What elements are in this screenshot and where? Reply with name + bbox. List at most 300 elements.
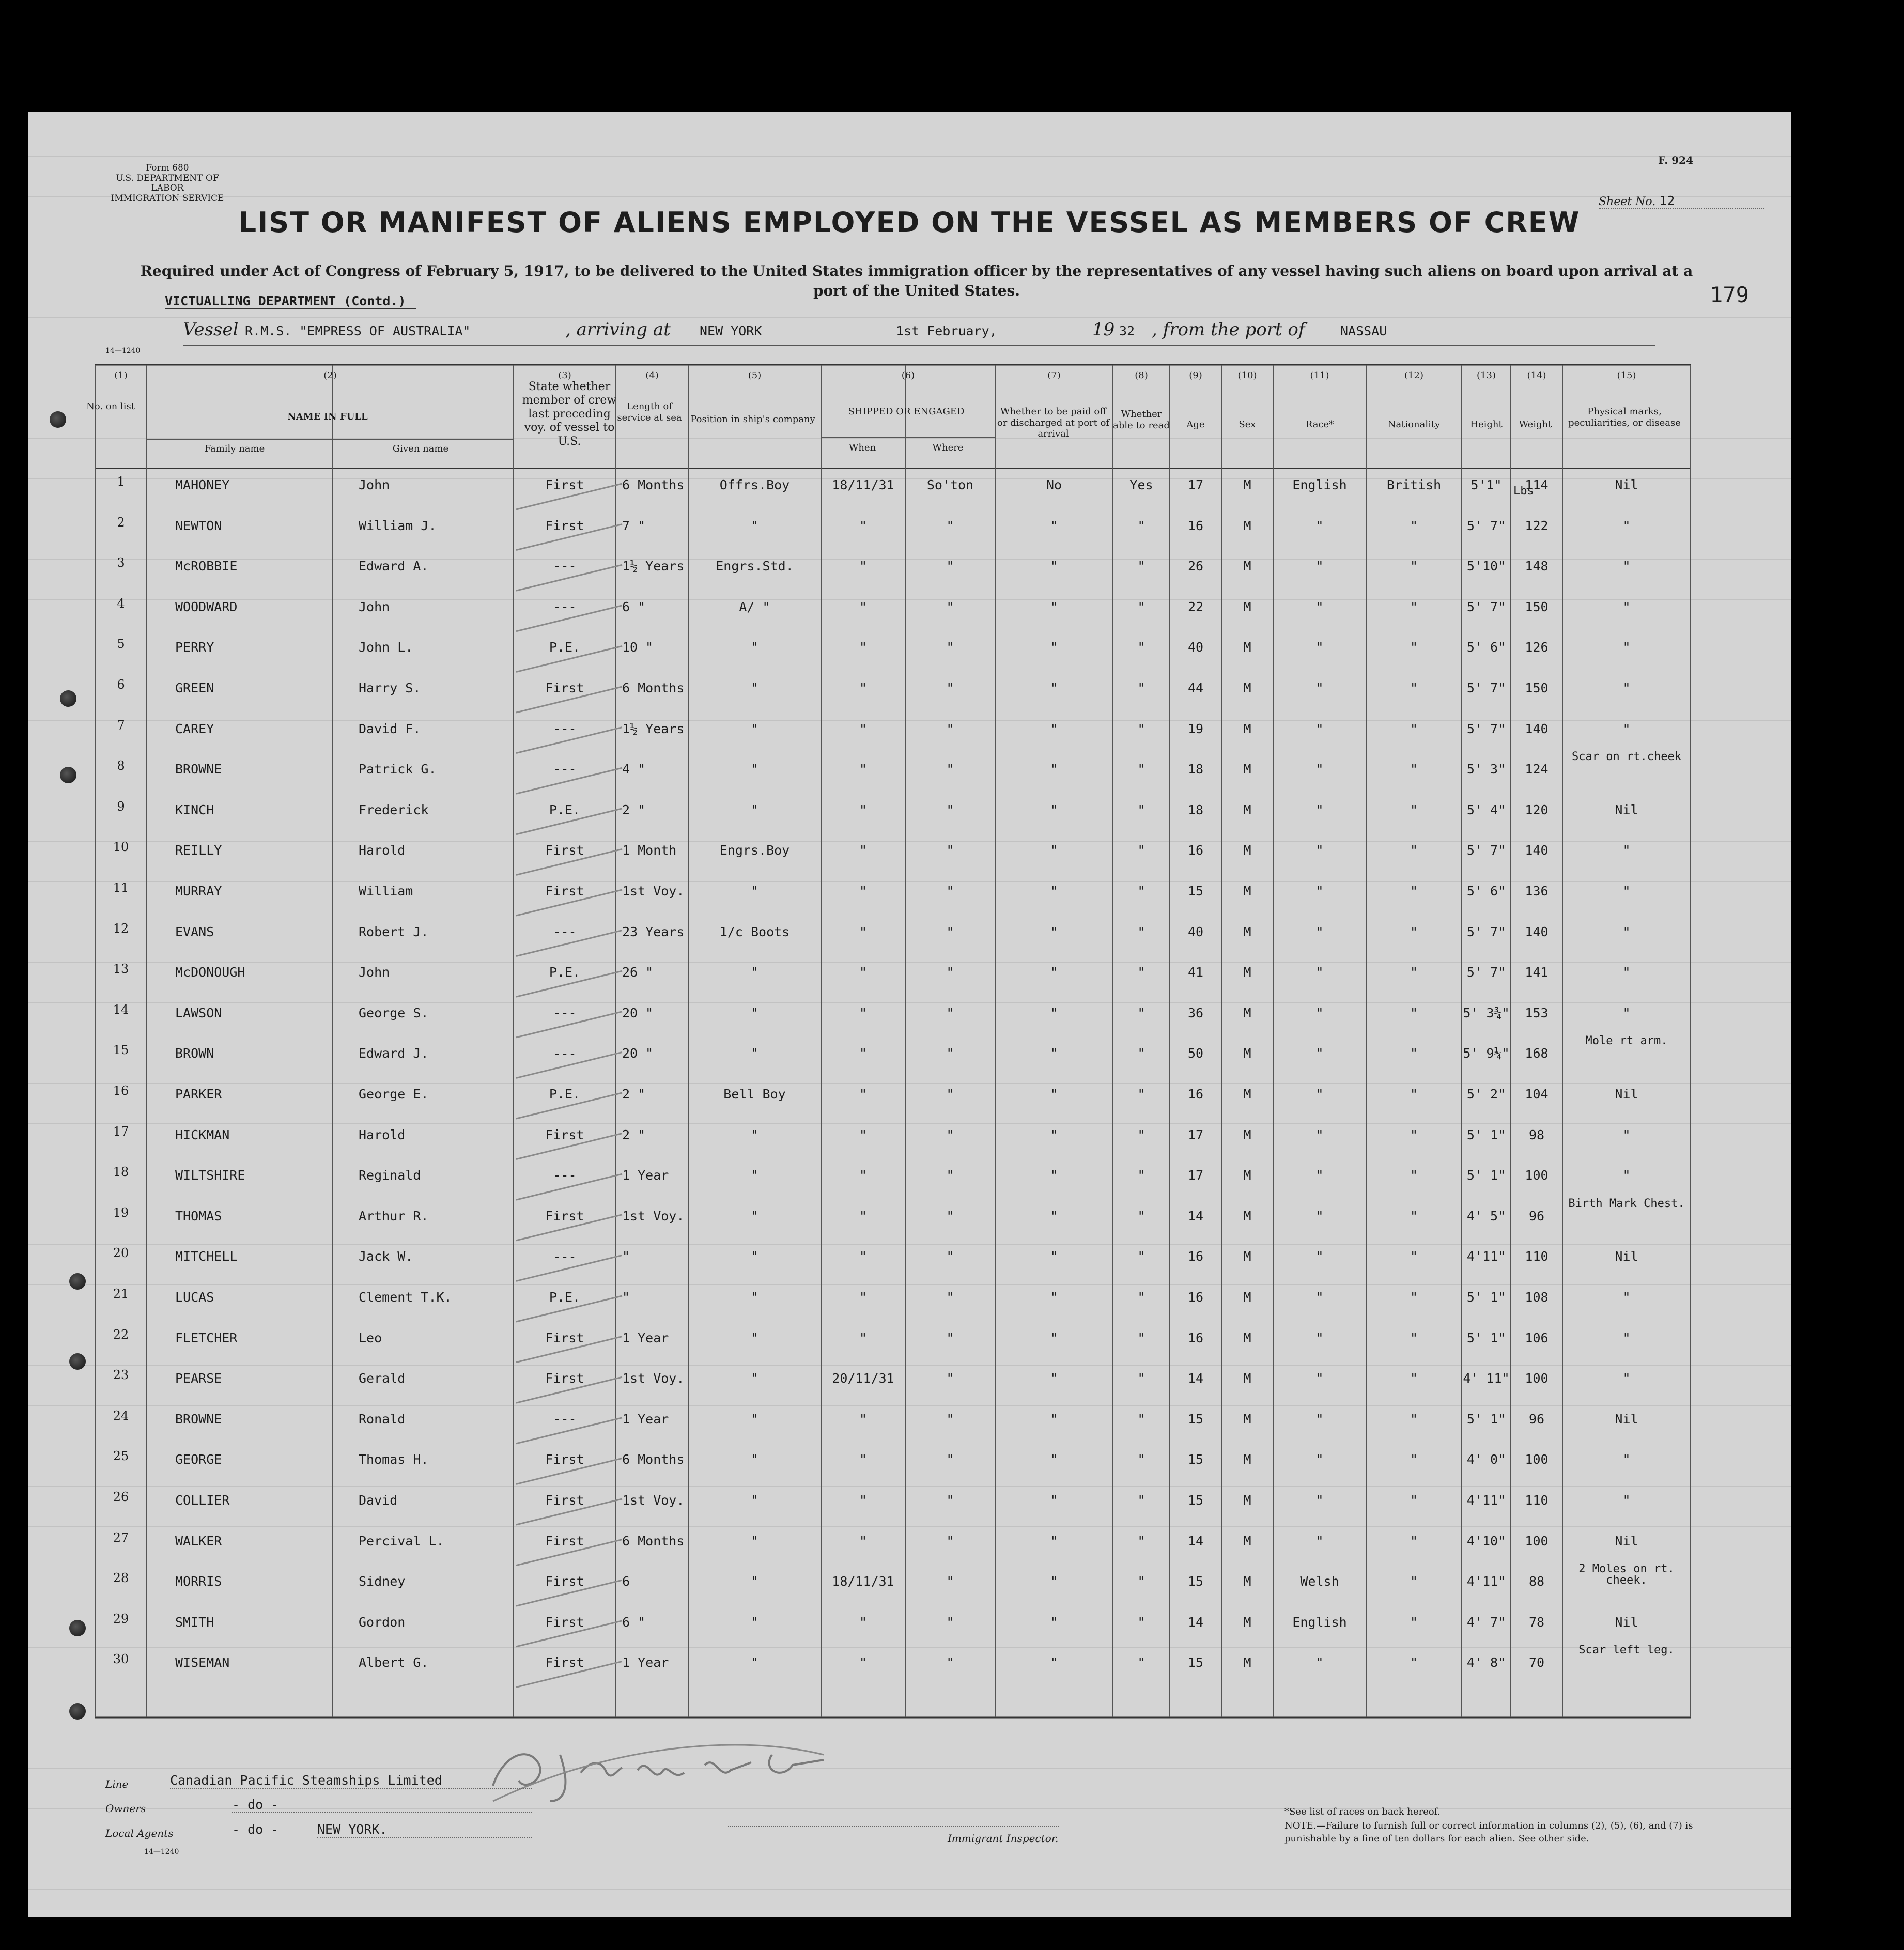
- vessel-name: R.M.S. "EMPRESS OF AUSTRALIA": [245, 323, 471, 338]
- age: 17: [1187, 1168, 1204, 1183]
- column-number: (2): [323, 370, 337, 381]
- nationality: ": [1410, 1290, 1418, 1305]
- shipped-when: ": [859, 680, 868, 695]
- nationality: ": [1410, 721, 1418, 736]
- shipped-when: 20/11/31: [832, 1371, 894, 1386]
- physical-marks: ": [1622, 559, 1631, 574]
- family-name: THOMAS: [175, 1208, 222, 1224]
- row-number: 8: [117, 759, 125, 773]
- shipped-where: ": [946, 1655, 954, 1670]
- column-number: (11): [1310, 370, 1329, 381]
- height: 4' 8": [1466, 1655, 1506, 1670]
- length-of-service: ": [622, 1290, 630, 1305]
- shipped-where: ": [946, 559, 954, 574]
- from-port: NASSAU: [1340, 323, 1387, 338]
- race: ": [1315, 1452, 1324, 1467]
- row-number: 27: [113, 1530, 129, 1545]
- able-to-read: ": [1137, 762, 1146, 777]
- arriving-label: , arriving at: [565, 319, 671, 340]
- shipped-when: ": [859, 1208, 868, 1224]
- row-number: 25: [113, 1449, 129, 1464]
- weight: 114: [1525, 477, 1549, 492]
- age: 14: [1187, 1614, 1204, 1630]
- able-to-read: ": [1137, 802, 1146, 817]
- physical-marks: 2 Moles on rt. cheek.: [1578, 1562, 1675, 1587]
- paid-off: ": [1050, 1087, 1058, 1102]
- column-number: (13): [1477, 370, 1496, 381]
- family-name: NEWTON: [175, 518, 222, 533]
- family-name: WILTSHIRE: [175, 1168, 245, 1183]
- physical-marks: Nil: [1615, 1087, 1638, 1102]
- nationality: ": [1410, 1087, 1418, 1102]
- shipped-where: ": [946, 1046, 954, 1061]
- race: Welsh: [1300, 1574, 1339, 1589]
- able-to-read: ": [1137, 1452, 1146, 1467]
- length-of-service: 1½ Years: [622, 559, 685, 574]
- race: ": [1315, 599, 1324, 614]
- nationality: ": [1410, 1208, 1418, 1224]
- sex: M: [1243, 1208, 1251, 1224]
- given-name: George E.: [359, 1087, 429, 1102]
- column-number: (10): [1237, 370, 1257, 381]
- paid-off: ": [1050, 1533, 1058, 1549]
- race: English: [1292, 1614, 1347, 1630]
- header-height: Height: [1470, 419, 1503, 430]
- header-shipped: SHIPPED OR ENGAGED: [848, 406, 965, 417]
- row-number: 11: [113, 880, 129, 895]
- binder-hole: [60, 767, 76, 783]
- row-number: 21: [113, 1287, 129, 1301]
- position: ": [750, 1005, 759, 1020]
- from-label: , from the port of: [1152, 319, 1305, 340]
- given-name: John: [359, 965, 390, 980]
- height: 5' 1": [1466, 1168, 1506, 1183]
- previous-voyage: First: [545, 1127, 584, 1142]
- weight: 120: [1525, 802, 1549, 817]
- able-to-read: ": [1137, 924, 1146, 939]
- shipped-where: ": [946, 884, 954, 899]
- age: 41: [1187, 965, 1204, 980]
- length-of-service: 1 Year: [622, 1330, 669, 1345]
- race: ": [1315, 1087, 1324, 1102]
- race: ": [1315, 559, 1324, 574]
- length-of-service: 6 ": [622, 1614, 646, 1630]
- given-name: Frederick: [359, 802, 429, 817]
- paid-off: ": [1050, 1168, 1058, 1183]
- race: ": [1315, 884, 1324, 899]
- paid-off: ": [1050, 884, 1058, 899]
- height: 5' 7": [1466, 843, 1506, 858]
- previous-voyage: ---: [553, 1168, 577, 1183]
- family-name: MURRAY: [175, 884, 222, 899]
- shipped-where: ": [946, 640, 954, 655]
- length-of-service: 6 Months: [622, 1533, 685, 1549]
- length-of-service: 20 ": [622, 1046, 654, 1061]
- column-number: (15): [1617, 370, 1636, 381]
- footer-agents-value: - do -: [232, 1822, 279, 1837]
- shipped-where: ": [946, 1614, 954, 1630]
- position: ": [750, 1290, 759, 1305]
- binder-hole: [69, 1703, 86, 1720]
- height: 5' 7": [1466, 924, 1506, 939]
- previous-voyage: First: [545, 1330, 584, 1345]
- sex: M: [1243, 1371, 1251, 1386]
- position: Bell Boy: [723, 1087, 786, 1102]
- sex: M: [1243, 1005, 1251, 1020]
- able-to-read: ": [1137, 1574, 1146, 1589]
- shipped-when: ": [859, 1249, 868, 1264]
- physical-marks: ": [1622, 721, 1631, 736]
- weight: 88: [1528, 1574, 1545, 1589]
- age: 14: [1187, 1533, 1204, 1549]
- shipped-when: ": [859, 1655, 868, 1670]
- weight: 148: [1525, 559, 1549, 574]
- sex: M: [1243, 1411, 1251, 1427]
- race: ": [1315, 1533, 1324, 1549]
- nationality: ": [1410, 843, 1418, 858]
- weight: 124: [1525, 762, 1549, 777]
- position: 1/c Boots: [719, 924, 790, 939]
- given-name: Clement T.K.: [359, 1290, 452, 1305]
- length-of-service: 26 ": [622, 965, 654, 980]
- given-name: Harold: [359, 843, 406, 858]
- age: 18: [1187, 802, 1204, 817]
- header-sex: Sex: [1239, 419, 1256, 430]
- physical-marks: ": [1622, 518, 1631, 533]
- age: 19: [1187, 721, 1204, 736]
- family-name: LUCAS: [175, 1290, 214, 1305]
- age: 44: [1187, 680, 1204, 695]
- paid-off: ": [1050, 1046, 1058, 1061]
- physical-marks: Nil: [1615, 802, 1638, 817]
- position: ": [750, 1614, 759, 1630]
- shipped-when: ": [859, 1533, 868, 1549]
- physical-marks: Scar left leg.: [1578, 1644, 1675, 1657]
- position: ": [750, 1574, 759, 1589]
- length-of-service: 2 ": [622, 802, 646, 817]
- shipped-where: ": [946, 680, 954, 695]
- physical-marks: ": [1622, 1493, 1631, 1508]
- sex: M: [1243, 762, 1251, 777]
- nationality: ": [1410, 1411, 1418, 1427]
- race: ": [1315, 640, 1324, 655]
- shipped-where: ": [946, 802, 954, 817]
- family-name: SMITH: [175, 1614, 214, 1630]
- form-number: Form 680: [146, 163, 189, 173]
- age: 18: [1187, 762, 1204, 777]
- binder-hole: [69, 1620, 86, 1636]
- form-f-number: F. 924: [1658, 154, 1693, 166]
- shipped-where: ": [946, 1249, 954, 1264]
- nationality: ": [1410, 965, 1418, 980]
- age: 50: [1187, 1046, 1204, 1061]
- race: ": [1315, 1290, 1324, 1305]
- height: 4' 0": [1466, 1452, 1506, 1467]
- position: ": [750, 1655, 759, 1670]
- binder-hole: [69, 1273, 86, 1290]
- column-number: (12): [1404, 370, 1423, 381]
- given-name: Arthur R.: [359, 1208, 429, 1224]
- age: 36: [1187, 1005, 1204, 1020]
- inspector-label: Immigrant Inspector.: [948, 1832, 1059, 1845]
- previous-voyage: P.E.: [549, 965, 581, 980]
- inspector-line: [728, 1826, 1059, 1827]
- previous-voyage: First: [545, 1493, 584, 1508]
- sex: M: [1243, 884, 1251, 899]
- sex: M: [1243, 1168, 1251, 1183]
- nationality: British: [1386, 477, 1442, 492]
- paid-off: ": [1050, 1290, 1058, 1305]
- shipped-where: ": [946, 1371, 954, 1386]
- weight: 110: [1525, 1249, 1549, 1264]
- given-name: Harry S.: [359, 680, 421, 695]
- header-physical: Physical marks, peculiarities, or disease: [1568, 406, 1681, 428]
- weight: 140: [1525, 721, 1549, 736]
- physical-marks: ": [1622, 1371, 1631, 1386]
- requirement-text: Required under Act of Congress of February 5, 1917, to be delivered to the United States immigration officer by the representatives of any vessel having such aliens on board upon arrival at a port of the United States.: [140, 262, 1693, 299]
- header-member-crew: State whether member of crew last preceding voy. of vessel to U.S.: [522, 380, 617, 448]
- nationality: ": [1410, 802, 1418, 817]
- weight: 100: [1525, 1452, 1549, 1467]
- able-to-read: ": [1137, 1249, 1146, 1264]
- length-of-service: ": [622, 1249, 630, 1264]
- row-number: 1: [117, 474, 125, 489]
- length-of-service: 1 Year: [622, 1655, 669, 1670]
- family-name: WALKER: [175, 1533, 222, 1549]
- given-name: George S.: [359, 1005, 429, 1020]
- age: 15: [1187, 884, 1204, 899]
- nationality: ": [1410, 599, 1418, 614]
- height: 5' 6": [1466, 884, 1506, 899]
- paid-off: ": [1050, 762, 1058, 777]
- able-to-read: ": [1137, 884, 1146, 899]
- row-number: 29: [113, 1611, 129, 1626]
- previous-voyage: First: [545, 1655, 584, 1670]
- length-of-service: 1st Voy.: [622, 884, 685, 899]
- given-name: Patrick G.: [359, 762, 437, 777]
- age: 15: [1187, 1574, 1204, 1589]
- binder-hole: [60, 690, 76, 707]
- nationality: ": [1410, 680, 1418, 695]
- shipped-when: ": [859, 1046, 868, 1061]
- race: ": [1315, 802, 1324, 817]
- position: Engrs.Std.: [716, 559, 794, 574]
- row-number: 30: [113, 1652, 129, 1667]
- age: 14: [1187, 1371, 1204, 1386]
- nationality: ": [1410, 924, 1418, 939]
- nationality: ": [1410, 1574, 1418, 1589]
- position: ": [750, 965, 759, 980]
- physical-marks: Nil: [1615, 477, 1638, 492]
- age: 40: [1187, 924, 1204, 939]
- race: English: [1292, 477, 1347, 492]
- nationality: ": [1410, 1127, 1418, 1142]
- shipped-where: ": [946, 843, 954, 858]
- header-race: Race*: [1305, 419, 1334, 430]
- able-to-read: ": [1137, 1127, 1146, 1142]
- physical-marks: ": [1622, 1330, 1631, 1345]
- row-number: 2: [117, 515, 125, 530]
- height: 5' 4": [1466, 802, 1506, 817]
- paid-off: ": [1050, 1249, 1058, 1264]
- given-name: Edward J.: [359, 1046, 429, 1061]
- age: 16: [1187, 518, 1204, 533]
- family-name: GEORGE: [175, 1452, 222, 1467]
- paid-off: ": [1050, 843, 1058, 858]
- height: 5' 7": [1466, 680, 1506, 695]
- shipped-when: ": [859, 1127, 868, 1142]
- previous-voyage: First: [545, 518, 584, 533]
- column-number: (1): [114, 370, 128, 381]
- shipped-when: ": [859, 802, 868, 817]
- weight: 110: [1525, 1493, 1549, 1508]
- page-number: 179: [1710, 282, 1749, 307]
- column-number: (6): [901, 370, 915, 381]
- page-title: LIST OR MANIFEST OF ALIENS EMPLOYED ON THE VESSEL AS MEMBERS OF CREW: [238, 206, 1581, 239]
- physical-marks: ": [1622, 640, 1631, 655]
- position: Offrs.Boy: [719, 477, 790, 492]
- position: ": [750, 1330, 759, 1345]
- given-name: Reginald: [359, 1168, 421, 1183]
- able-to-read: ": [1137, 843, 1146, 858]
- shipped-when: 18/11/31: [832, 477, 894, 492]
- header-no-on-list: No. on list: [86, 401, 135, 412]
- length-of-service: 2 ": [622, 1127, 646, 1142]
- shipped-where: ": [946, 1574, 954, 1589]
- position: ": [750, 1208, 759, 1224]
- shipped-when: ": [859, 640, 868, 655]
- form-department: U.S. DEPARTMENT OF LABOR: [116, 173, 219, 194]
- able-to-read: ": [1137, 1168, 1146, 1183]
- weight: 141: [1525, 965, 1549, 980]
- position: ": [750, 1493, 759, 1508]
- weight: 100: [1525, 1371, 1549, 1386]
- length-of-service: 1 Month: [622, 843, 677, 858]
- height: 5' 1": [1466, 1127, 1506, 1142]
- given-name: John: [359, 477, 390, 492]
- paid-off: ": [1050, 640, 1058, 655]
- length-of-service: 1st Voy.: [622, 1493, 685, 1508]
- length-of-service: 6 Months: [622, 680, 685, 695]
- shipped-where: ": [946, 1005, 954, 1020]
- row-number: 6: [117, 677, 125, 692]
- form-service: IMMIGRATION SERVICE: [111, 193, 224, 204]
- race: ": [1315, 924, 1324, 939]
- header-paid-off: Whether to be paid off or discharged at port of arrival: [997, 406, 1110, 440]
- position: ": [750, 1127, 759, 1142]
- given-name: David: [359, 1493, 398, 1508]
- length-of-service: 1st Voy.: [622, 1371, 685, 1386]
- nationality: ": [1410, 884, 1418, 899]
- header-where: Where: [932, 442, 964, 453]
- nationality: ": [1410, 1371, 1418, 1386]
- age: 26: [1187, 559, 1204, 574]
- length-of-service: 1 Year: [622, 1168, 669, 1183]
- weight: 96: [1528, 1411, 1545, 1427]
- shipped-when: ": [859, 1330, 868, 1345]
- race: ": [1315, 1411, 1324, 1427]
- footer-code: 14—1240: [144, 1848, 179, 1856]
- family-name: FLETCHER: [175, 1330, 238, 1345]
- row-number: 24: [113, 1408, 129, 1423]
- header-position: Position in ship's company: [690, 414, 815, 425]
- footer-owners-value: - do -: [232, 1797, 532, 1813]
- sex: M: [1243, 843, 1251, 858]
- weight: 168: [1525, 1046, 1549, 1061]
- height: 5' 6": [1466, 640, 1506, 655]
- column-number: (3): [558, 370, 571, 381]
- previous-voyage: ---: [553, 599, 577, 614]
- able-to-read: ": [1137, 680, 1146, 695]
- sex: M: [1243, 477, 1251, 492]
- nationality: ": [1410, 559, 1418, 574]
- column-number: (5): [748, 370, 762, 381]
- manifest-sheet: [28, 112, 1791, 1917]
- age: 17: [1187, 1127, 1204, 1142]
- sex: M: [1243, 1452, 1251, 1467]
- given-name: Sidney: [359, 1574, 406, 1589]
- family-name: EVANS: [175, 924, 214, 939]
- shipped-when: ": [859, 843, 868, 858]
- shipped-when: ": [859, 762, 868, 777]
- header-when: When: [848, 442, 876, 453]
- family-name: BROWNE: [175, 1411, 222, 1427]
- age: 16: [1187, 1249, 1204, 1264]
- race: ": [1315, 1005, 1324, 1020]
- position: ": [750, 1533, 759, 1549]
- family-name: GREEN: [175, 680, 214, 695]
- shipped-where: ": [946, 518, 954, 533]
- physical-marks: Scar on rt.cheek: [1572, 750, 1681, 764]
- header-nationality: Nationality: [1387, 419, 1441, 430]
- sheet-label: Sheet No.: [1599, 195, 1656, 208]
- shipped-when: ": [859, 1087, 868, 1102]
- previous-voyage: P.E.: [549, 640, 581, 655]
- race: ": [1315, 1127, 1324, 1142]
- age: 16: [1187, 1290, 1204, 1305]
- row-number: 10: [113, 840, 129, 855]
- sex: M: [1243, 924, 1251, 939]
- height: 4' 5": [1466, 1208, 1506, 1224]
- sex: M: [1243, 1249, 1251, 1264]
- position: ": [750, 802, 759, 817]
- shipped-where: ": [946, 965, 954, 980]
- physical-marks: ": [1622, 599, 1631, 614]
- footer-owners-label: Owners: [105, 1802, 146, 1815]
- able-to-read: ": [1137, 599, 1146, 614]
- previous-voyage: ---: [553, 1046, 577, 1061]
- row-number: 22: [113, 1327, 129, 1342]
- weight: 100: [1525, 1533, 1549, 1549]
- paid-off: ": [1050, 1452, 1058, 1467]
- physical-marks: ": [1622, 1290, 1631, 1305]
- length-of-service: 1½ Years: [622, 721, 685, 736]
- shipped-when: ": [859, 1411, 868, 1427]
- given-name: Albert G.: [359, 1655, 429, 1670]
- sex: M: [1243, 802, 1251, 817]
- able-to-read: ": [1137, 1290, 1146, 1305]
- height: 5' 1": [1466, 1330, 1506, 1345]
- previous-voyage: First: [545, 1371, 584, 1386]
- row-number: 23: [113, 1368, 129, 1383]
- shipped-when: ": [859, 518, 868, 533]
- given-name: Harold: [359, 1127, 406, 1142]
- weight: 78: [1528, 1614, 1545, 1630]
- sex: M: [1243, 1087, 1251, 1102]
- height: 5' 9¼": [1463, 1046, 1510, 1061]
- race: ": [1315, 1168, 1324, 1183]
- header-able-read: Whether able to read: [1113, 409, 1170, 431]
